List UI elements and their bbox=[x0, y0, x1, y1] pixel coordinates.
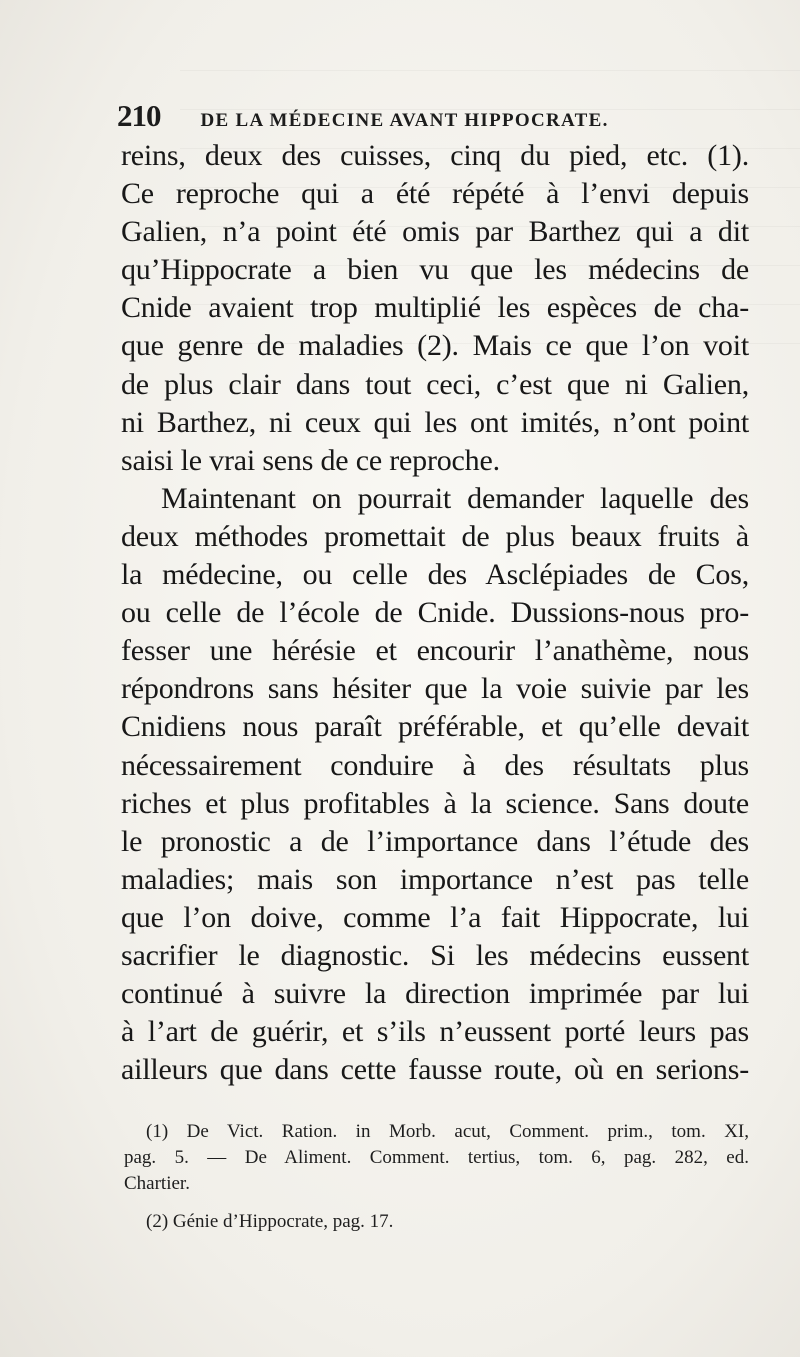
text-line: Cnide avaient trop multiplié les espèces de cha- bbox=[121, 291, 749, 325]
text-line: Maintenant on pourrait demander laquelle des bbox=[161, 481, 749, 515]
text-line: répondrons sans hésiter que la voie suivie par les bbox=[121, 672, 749, 706]
footnote-1 bbox=[124, 1119, 749, 1197]
page-header bbox=[117, 98, 747, 134]
text-line: de plus clair dans tout ceci, c’est que ni Galien, bbox=[121, 367, 749, 401]
paragraph-1 bbox=[121, 137, 749, 480]
footnote-2 bbox=[124, 1209, 749, 1235]
text-line: ailleurs que dans cette fausse route, où en serions- bbox=[121, 1053, 749, 1087]
text-line: ou celle de l’école de Cnide. Dussions-nous pro- bbox=[121, 596, 749, 630]
footnote-line: (2) Génie d’Hippocrate, pag. 17. bbox=[146, 1211, 394, 1232]
text-line: deux méthodes promettait de plus beaux fruits à bbox=[121, 519, 749, 553]
main-text bbox=[121, 137, 749, 1089]
running-head: DE LA MÉDECINE AVANT HIPPOCRATE. bbox=[200, 110, 609, 131]
footnote-line: (1) De Vict. Ration. in Morb. acut, Comment. prim., tom. XI, bbox=[146, 1121, 749, 1142]
footnote-line: pag. 5. — De Aliment. Comment. tertius, tom. 6, pag. 282, ed. bbox=[124, 1147, 749, 1168]
text-line: Ce reproche qui a été répété à l’envi depuis bbox=[121, 177, 749, 211]
text-line: nécessairement conduire à des résultats plus bbox=[121, 748, 749, 782]
footnotes bbox=[124, 1119, 749, 1235]
page-number: 210 bbox=[117, 98, 161, 133]
text-line: fesser une hérésie et encourir l’anathème, nous bbox=[121, 634, 749, 668]
text-line: maladies; mais son importance n’est pas telle bbox=[121, 862, 749, 896]
text-line: ni Barthez, ni ceux qui les ont imités, n’ont point bbox=[121, 405, 749, 439]
paragraph-2 bbox=[121, 480, 749, 1090]
text-line: que genre de maladies (2). Mais ce que l’on voit bbox=[121, 329, 749, 363]
footnote-line: Chartier. bbox=[124, 1173, 190, 1194]
text-line: que l’on doive, comme l’a fait Hippocrate, lui bbox=[121, 900, 749, 934]
text-line: reins, deux des cuisses, cinq du pied, etc. (1). bbox=[121, 139, 749, 172]
text-line: le pronostic a de l’importance dans l’étude des bbox=[121, 824, 749, 858]
text-line: saisi le vrai sens de ce reproche. bbox=[121, 443, 500, 477]
text-line: continué à suivre la direction imprimée par lui bbox=[121, 977, 749, 1011]
text-line: la médecine, ou celle des Asclépiades de Cos, bbox=[121, 558, 749, 592]
text-line: sacrifier le diagnostic. Si les médecins eussent bbox=[121, 938, 749, 972]
text-line: à l’art de guérir, et s’ils n’eussent porté leurs pas bbox=[121, 1015, 749, 1049]
text-line: riches et plus profitables à la science. Sans doute bbox=[121, 786, 749, 820]
text-line: Galien, n’a point été omis par Barthez qui a dit bbox=[121, 215, 749, 249]
text-line: Cnidiens nous paraît préférable, et qu’elle devait bbox=[121, 710, 749, 744]
text-line: qu’Hippocrate a bien vu que les médecins de bbox=[121, 253, 749, 287]
